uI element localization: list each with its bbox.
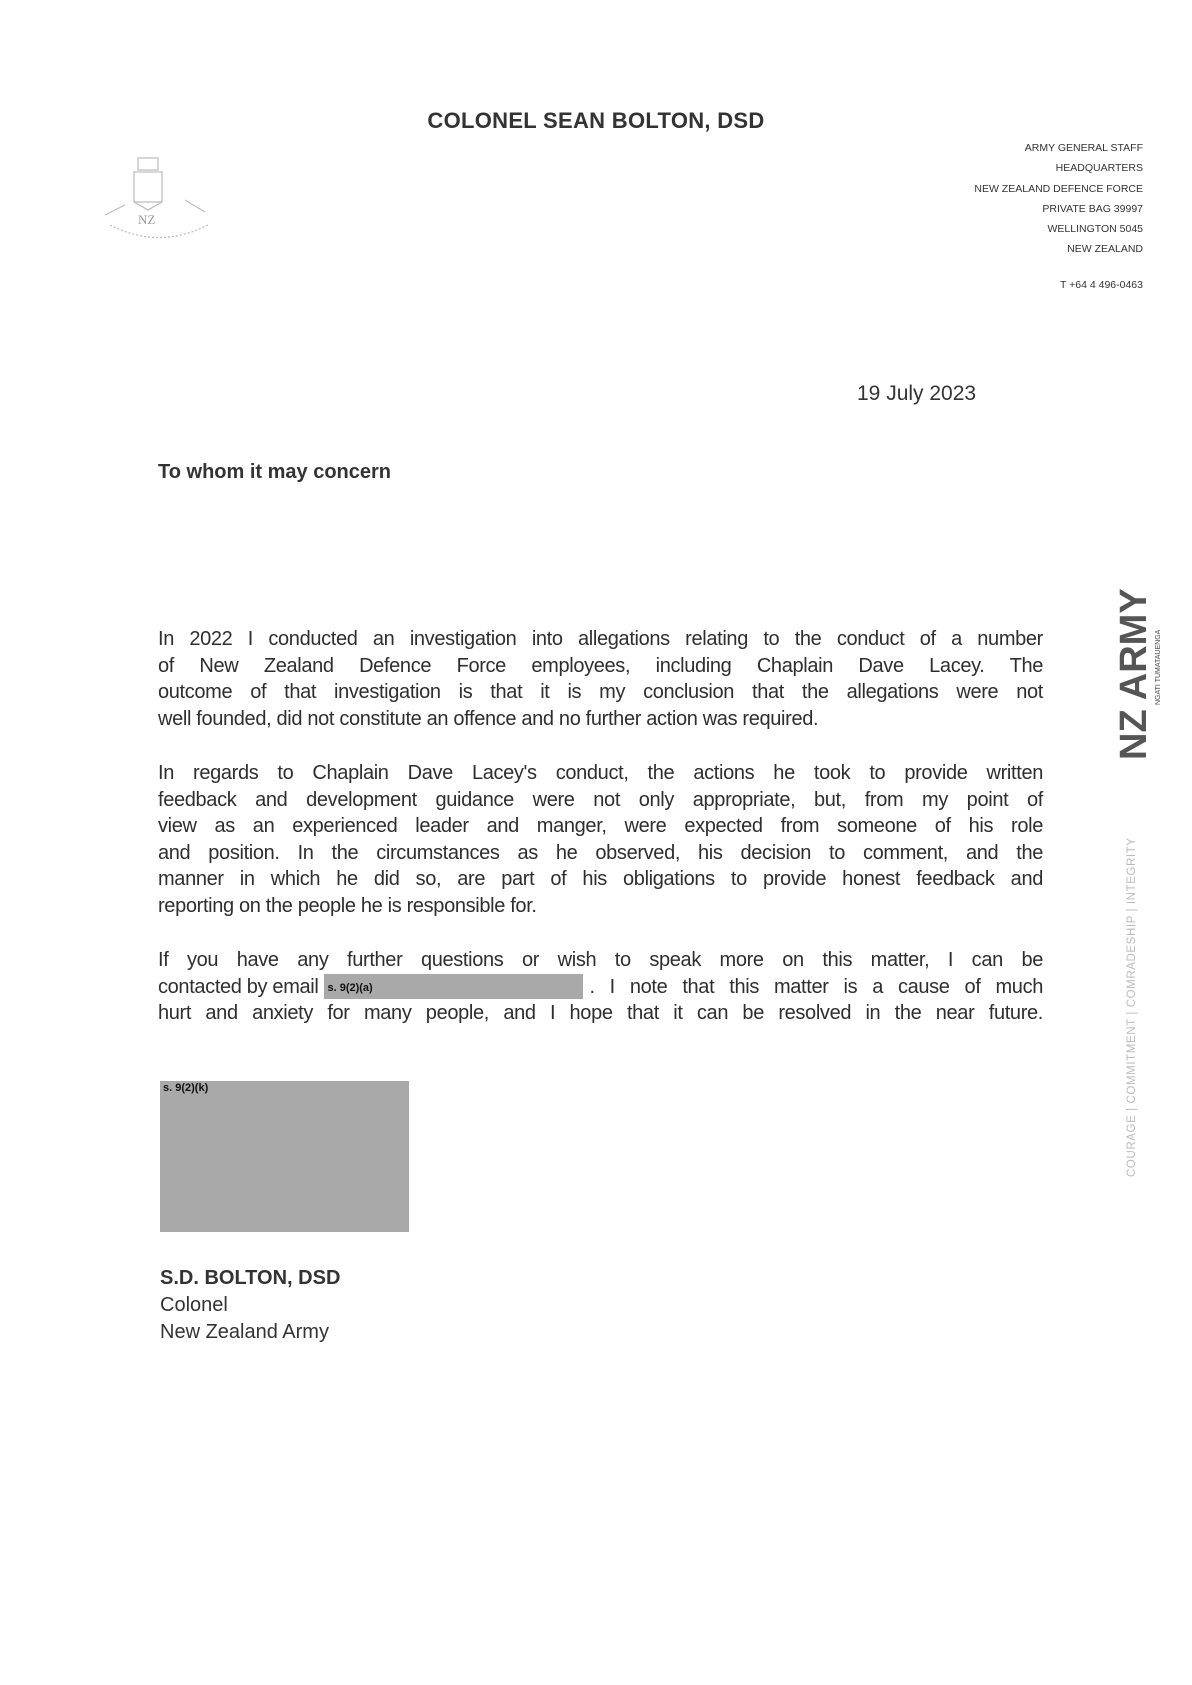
text-line: If you have any further questions or wish to speak more on this matter, I can be [158,949,1043,971]
salutation: To whom it may concern [158,461,391,483]
text-line: reporting on the people he is responsible for. [158,894,537,917]
address-line: NEW ZEALAND DEFENCE FORCE [974,182,1143,195]
values-text: COURAGE | COMMITMENT | COMRADESHIP | INTEGRITY [1126,837,1138,1177]
redaction-label: s. 9(2)(a) [327,982,373,995]
address-line: ARMY GENERAL STAFF [1024,142,1143,154]
text-line: view as an experienced leader and manger, were expected from someone of his role [158,815,1043,838]
nz-army-logo [1110,555,1170,760]
text-line: In regards to Chaplain Dave Lacey's conduct, the actions he took to provide written [158,762,1043,784]
text-fragment: . I note that this matter is a cause of much [589,975,1043,998]
address-line: HEADQUARTERS [1055,162,1143,175]
text-line: feedback and development guidance were not only appropriate, but, from my point of [158,788,1043,811]
signatory-unit: New Zealand Army [160,1321,329,1343]
text-fragment: contacted by email [158,975,319,998]
logo-subtitle-text: NGATI TUMATAUENGA [1155,629,1162,705]
redaction-label: s. 9(2)(k) [163,1082,209,1094]
paragraph-1 [158,626,1043,732]
paragraph-2 [158,760,1043,920]
sender-address [974,138,1143,260]
letterhead-title: COLONEL SEAN BOLTON, DSD [427,108,765,133]
text-line: outcome of that investigation is that it is my conclusion that the allegations were not [158,681,1043,704]
letter-date: 19 July 2023 [857,382,977,405]
logo-brand-text: NZ ARMY [1113,588,1155,760]
text-line-with-redaction [158,974,1043,1001]
paragraph-3 [158,947,1043,1027]
text-line: hurt and anxiety for many people, and I hope that it can be resolved in the near future. [158,1002,1043,1025]
address-line: WELLINGTON 5045 [1047,223,1143,236]
text-line: well founded, did not constitute an offence and no further action was required. [158,707,819,730]
signature-redaction-box [160,1081,409,1232]
address-line: PRIVATE BAG 39997 [1042,202,1143,215]
address-line: NEW ZEALAND [1067,243,1143,256]
signatory-rank: Colonel [160,1294,228,1316]
text-line: In 2022 I conducted an investigation into allegations relating to the conduct of a number [158,628,1043,650]
text-line: manner in which he did so, are part of his obligations to provide honest feedback and [158,868,1043,891]
army-values-strip [1115,805,1155,1180]
text-line: of New Zealand Defence Force employees, including Chaplain Dave Lacey. The [158,654,1043,677]
svg-text:NZ: NZ [138,212,156,227]
signature-block [160,1265,340,1346]
email-redaction-box [324,974,583,999]
text-line: and position. In the circumstances as he observed, his decision to comment, and the [158,841,1043,864]
phone-number: T +64 4 496-0463 [1059,279,1143,291]
signatory-name: S.D. BOLTON, DSD [160,1267,341,1289]
nz-army-crest-icon [100,150,218,250]
